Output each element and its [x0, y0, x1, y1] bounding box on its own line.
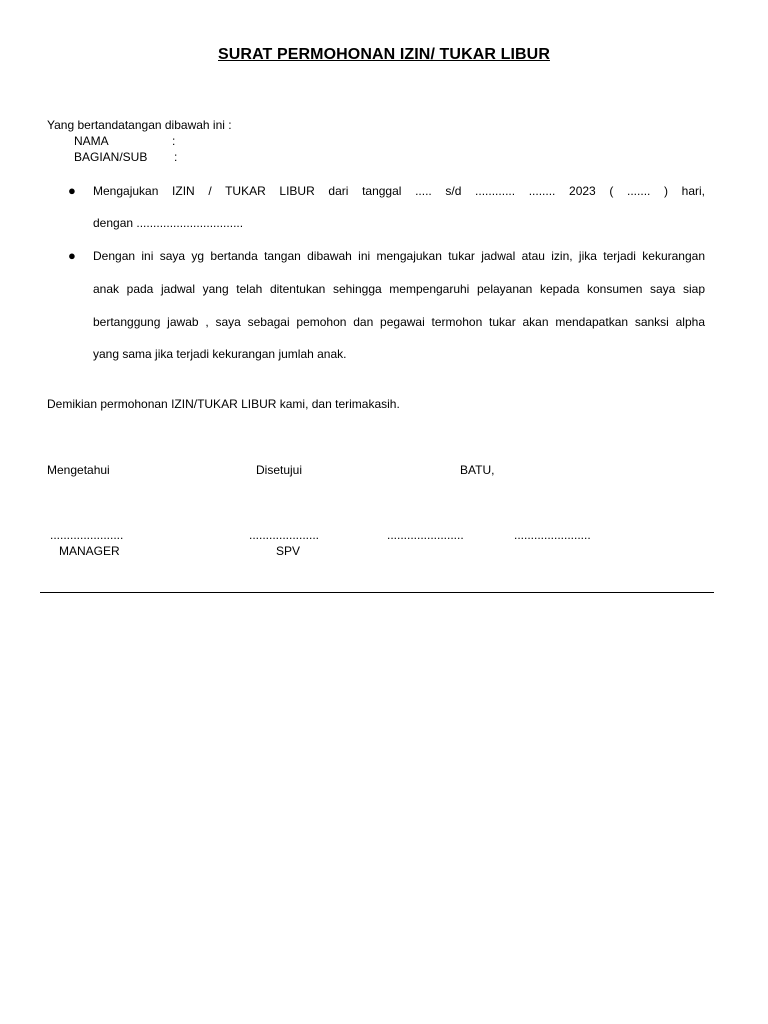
signature-header-disetujui: Disetujui	[256, 463, 303, 477]
bullet-2-line-1: Dengan ini saya yg bertanda tangan dibawah ini mengajukan tukar jadwal atau izin, jika terjadi kekurangan	[93, 249, 705, 263]
signature-role-manager: MANAGER	[59, 544, 120, 558]
field-label-nama: NAMA	[74, 134, 109, 148]
divider-line	[40, 592, 714, 593]
bullet-1-line-1: Mengajukan IZIN / TUKAR LIBUR dari tanggal ..... s/d ............ ........ 2023 ( ....... ) hari,	[93, 184, 705, 198]
signature-line-manager: ......................	[50, 528, 124, 542]
bullet-1-line-2: dengan ................................	[93, 216, 244, 230]
bullet-icon: ●	[68, 183, 76, 198]
signature-header-mengetahui: Mengetahui	[47, 463, 110, 477]
field-colon-bagian: :	[174, 150, 178, 164]
page-title: SURAT PERMOHONAN IZIN/ TUKAR LIBUR	[218, 46, 550, 63]
signature-line-3: .......................	[387, 528, 464, 542]
bullet-icon: ●	[68, 248, 76, 263]
intro-text: Yang bertandatangan dibawah ini :	[47, 118, 232, 132]
signature-role-spv: SPV	[276, 544, 301, 558]
field-colon-nama: :	[172, 134, 176, 148]
signature-line-spv: .....................	[249, 528, 320, 542]
signature-line-4: .......................	[514, 528, 591, 542]
signature-header-place: BATU,	[460, 463, 495, 477]
bullet-2-line-2: anak pada jadwal yang telah ditentukan sehingga mempengaruhi pelayanan kepada konsumen saya siap	[93, 282, 705, 296]
field-label-bagian: BAGIAN/SUB	[74, 150, 148, 164]
closing-text: Demikian permohonan IZIN/TUKAR LIBUR kami, dan terimakasih.	[47, 397, 400, 411]
bullet-2-line-4: yang sama jika terjadi kekurangan jumlah anak.	[93, 347, 347, 361]
bullet-2-line-3: bertanggung jawab , saya sebagai pemohon dan pegawai termohon tukar akan mendapatkan sanksi alpha	[93, 315, 705, 329]
